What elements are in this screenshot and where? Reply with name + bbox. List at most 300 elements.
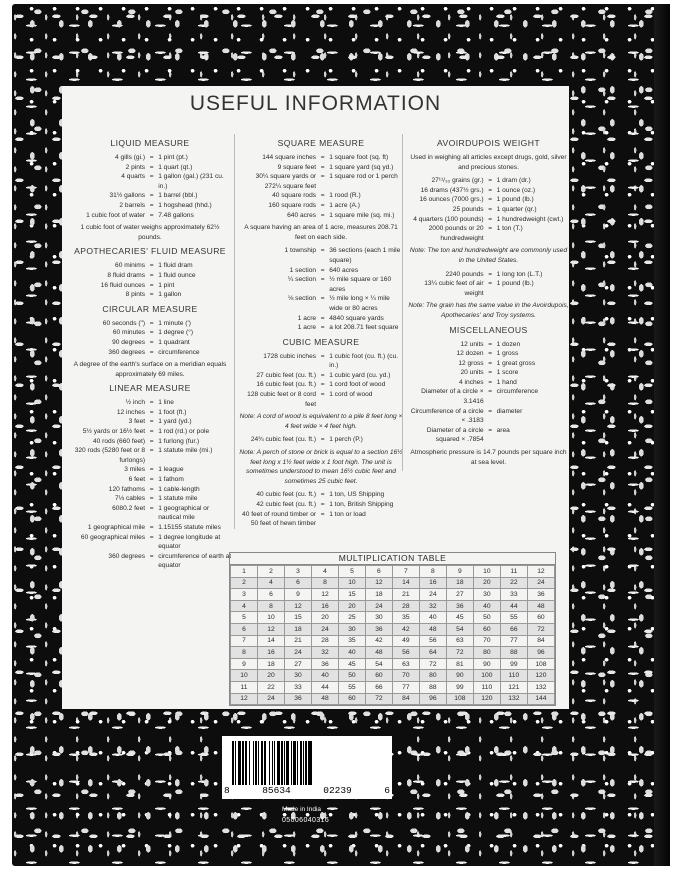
measure-right: 1 degree longitude at equator <box>158 533 221 551</box>
multiplication-cell: 70 <box>473 635 500 647</box>
measure-row <box>239 163 403 173</box>
measure-equals: = <box>149 319 154 327</box>
multiplication-cell: 21 <box>284 635 311 647</box>
multiplication-cell: 24 <box>527 577 554 589</box>
measure-equals: = <box>149 504 154 512</box>
measure-row <box>239 246 403 265</box>
page-title: USEFUL INFORMATION <box>189 92 442 115</box>
measure-row <box>239 390 403 409</box>
multiplication-cell: 36 <box>284 693 311 705</box>
measure-left: 40 cubic feet (cu. ft.) <box>256 491 317 499</box>
multiplication-row <box>231 693 555 705</box>
measure-right: a lot 208.71 feet square <box>329 324 399 332</box>
measure-equals: = <box>488 270 493 278</box>
measure-row <box>68 319 232 329</box>
measure-row <box>407 349 570 359</box>
measure-equals: = <box>149 447 154 455</box>
measure-right: 1 gallon <box>158 291 182 299</box>
multiplication-cell: 20 <box>311 612 338 624</box>
measure-row <box>239 510 403 529</box>
measure-equals: = <box>320 491 325 499</box>
measure-right: 1 hogshead (hhd.) <box>158 201 212 209</box>
multiplication-cell: 16 <box>257 647 284 659</box>
measure-left: 27¹¹/₃₂ grains (gr.) <box>431 177 484 185</box>
multiplication-cell: 99 <box>446 681 473 693</box>
measure-equals: = <box>488 407 493 415</box>
measure-right: circumference of earth at equator <box>158 552 232 570</box>
square-rows <box>239 153 403 220</box>
multiplication-cell: 11 <box>231 681 258 693</box>
measure-equals: = <box>149 552 154 560</box>
multiplication-cell: 63 <box>392 658 419 670</box>
measure-equals: = <box>149 495 154 503</box>
measure-left: 4 quarts <box>121 173 146 181</box>
measure-right: 1 rod (rd.) or pole <box>158 428 210 436</box>
measure-equals: = <box>320 192 325 200</box>
measure-left: 12 gross <box>458 359 484 367</box>
measure-right: 1 ounce (oz.) <box>496 186 536 194</box>
multiplication-cell: 60 <box>473 623 500 635</box>
multiplication-cell: 32 <box>419 600 446 612</box>
measure-right: ½ mile long × ¼ mile wide or 80 acres <box>329 295 390 312</box>
multiplication-cell: 63 <box>446 635 473 647</box>
multiplication-cell: 72 <box>446 647 473 659</box>
miscellaneous-note: Atmospheric pressure is 14.7 pounds per square inch at sea level. <box>410 449 567 466</box>
multiplication-cell: 120 <box>473 693 500 705</box>
measure-equals: = <box>149 271 154 279</box>
cubic-note-1: Note: A cord of wood is equivalent to a pile 8 feet long × 4 feet wide × 4 feet high. <box>239 413 403 430</box>
column-1 <box>68 134 232 571</box>
measure-equals: = <box>320 295 325 303</box>
multiplication-cell: 132 <box>527 681 554 693</box>
multiplication-cell: 15 <box>338 589 365 601</box>
measure-equals: = <box>149 408 154 416</box>
multiplication-cell: 100 <box>473 670 500 682</box>
measure-row <box>68 552 232 571</box>
multiplication-cell: 88 <box>419 681 446 693</box>
avoirdupois-heading: AVOIRDUPOIS WEIGHT <box>436 138 540 148</box>
liquid-heading: LIQUID MEASURE <box>110 138 190 148</box>
measure-row <box>407 368 570 378</box>
measure-row <box>239 294 403 313</box>
multiplication-cell: 84 <box>527 635 554 647</box>
measure-left: Diameter of a circle × 3.1416 <box>421 388 484 406</box>
measure-right: 1 ton or load <box>329 510 366 518</box>
multiplication-cell: 48 <box>365 647 392 659</box>
cubic-note-2: Note: A perch of stone or brick is equal to a section 16½ feet long x 1½ feet wide x 1 foot high. The unit is sometimes understood to mean 16½ cubic feet and sometimes 25 cubic feet. <box>239 449 403 485</box>
multiplication-cell: 9 <box>446 566 473 578</box>
apothecaries-rows <box>68 261 232 299</box>
measure-row <box>239 352 403 371</box>
measure-left: 20 units <box>460 369 484 377</box>
multiplication-cell: 24 <box>311 623 338 635</box>
measure-equals: = <box>149 329 154 337</box>
multiplication-cell: 70 <box>392 670 419 682</box>
measure-equals: = <box>149 338 154 346</box>
multiplication-cell: 30 <box>473 589 500 601</box>
measure-right: 1 ton (T.) <box>496 225 523 233</box>
measure-left: 160 square rods <box>268 201 317 209</box>
barcode-number <box>222 785 392 796</box>
measure-right: 1 dozen <box>496 340 521 348</box>
multiplication-cell: 48 <box>527 600 554 612</box>
measure-right: 1 fluid ounce <box>158 271 196 279</box>
multiplication-cell: 40 <box>338 647 365 659</box>
measure-right: 1 degree (°) <box>158 329 194 337</box>
multiplication-cell: 32 <box>311 647 338 659</box>
multiplication-cell: 12 <box>257 623 284 635</box>
measure-right: 1 cubic foot (cu. ft.) (cu. in.) <box>329 352 399 370</box>
measure-equals: = <box>320 352 325 360</box>
multiplication-cell: 54 <box>446 623 473 635</box>
multiplication-cell: 80 <box>473 647 500 659</box>
linear-rows <box>68 398 232 571</box>
measure-right: 1 dram (dr.) <box>496 177 531 185</box>
measure-left: 60 geographical miles <box>80 533 146 541</box>
measure-right: 1 line <box>158 399 174 407</box>
multiplication-row <box>231 623 555 635</box>
measure-right: ½ mile square or 160 acres <box>329 276 392 293</box>
measure-left: 2 barrels <box>119 201 146 209</box>
multiplication-cell: 48 <box>311 693 338 705</box>
measure-row <box>407 186 570 196</box>
multiplication-cell: 110 <box>500 670 527 682</box>
measure-row <box>239 275 403 294</box>
multiplication-cell: 2 <box>231 577 258 589</box>
measure-right: 1 ton, US Shipping <box>329 491 385 499</box>
measure-equals: = <box>149 262 154 270</box>
measure-row <box>407 224 570 243</box>
measure-right: 1 statute mile (mi.) <box>158 447 213 455</box>
multiplication-cell: 5 <box>231 612 258 624</box>
multiplication-cell: 24 <box>365 600 392 612</box>
multiplication-cell: 12 <box>365 577 392 589</box>
measure-left: 40 rods (660 feet) <box>93 437 146 445</box>
multiplication-cell: 60 <box>527 612 554 624</box>
linear-heading: LINEAR MEASURE <box>109 383 191 394</box>
multiplication-row <box>231 670 555 682</box>
measure-left: 320 rods (5280 feet or 8 furlongs) <box>74 447 146 464</box>
multiplication-row <box>231 612 555 624</box>
measure-equals: = <box>320 201 325 209</box>
multiplication-cell: 45 <box>338 658 365 670</box>
measure-left: 13¼ cubic feet of air weight <box>424 280 484 297</box>
measure-left: Circumference of a circle × .3183 <box>410 407 484 425</box>
multiplication-cell: 66 <box>365 681 392 693</box>
multiplication-cell: 88 <box>500 647 527 659</box>
measure-equals: = <box>320 371 325 379</box>
measure-row <box>239 314 403 324</box>
multiplication-cell: 80 <box>419 670 446 682</box>
measure-right: 1 gross <box>496 350 519 358</box>
multiplication-cell: 90 <box>473 658 500 670</box>
multiplication-cell: 18 <box>284 623 311 635</box>
measure-right: 1 long ton (L.T.) <box>496 270 543 278</box>
multiplication-row <box>231 600 555 612</box>
measure-row <box>407 195 570 205</box>
measure-equals: = <box>149 163 154 171</box>
multiplication-cell: 9 <box>284 589 311 601</box>
measure-row <box>68 338 232 348</box>
measure-right: 1 pound (lb.) <box>496 196 534 204</box>
measure-equals: = <box>320 154 325 161</box>
multiplication-cell: 56 <box>419 635 446 647</box>
measure-row <box>239 191 403 201</box>
measure-right: 1 cubic yard (cu. yd.) <box>329 371 391 379</box>
measure-right: 1 score <box>496 369 519 377</box>
multiplication-cell: 35 <box>338 635 365 647</box>
measure-left: 16 cubic feet (cu. ft.) <box>256 381 317 389</box>
multiplication-cell: 81 <box>446 658 473 670</box>
avoirdupois-note-2: Note: The grain has the same value in the Avoirdupois, Apothecaries' and Troy systems. <box>408 302 569 319</box>
measure-equals: = <box>149 399 154 407</box>
avoirdupois-note-1: Note: The ton and hundredweight are commonly used in the United States. <box>409 247 568 264</box>
measure-left: 640 acres <box>287 211 317 219</box>
measure-right: 1 league <box>158 466 184 474</box>
multiplication-cell: 96 <box>419 693 446 705</box>
measure-left: 3 feet <box>128 418 146 426</box>
measure-right: 1 perch (P.) <box>329 436 363 444</box>
measure-left: 2240 pounds <box>445 270 484 278</box>
measure-row <box>68 427 232 437</box>
multiplication-cell: 36 <box>365 623 392 635</box>
measure-row <box>407 279 570 298</box>
measure-left: 60 minutes <box>112 329 146 337</box>
multiplication-cell: 84 <box>392 693 419 705</box>
multiplication-cell: 33 <box>500 589 527 601</box>
measure-row <box>239 172 403 191</box>
measure-row <box>68 201 232 211</box>
multiplication-cell: 11 <box>500 566 527 578</box>
measure-right: 1 cord foot of wood <box>329 381 386 389</box>
liquid-rows <box>68 153 232 220</box>
multiplication-cell: 40 <box>473 600 500 612</box>
multiplication-cell: 20 <box>338 600 365 612</box>
multiplication-cell: 10 <box>473 566 500 578</box>
measure-equals: = <box>488 205 493 213</box>
measure-equals: = <box>488 196 493 204</box>
multiplication-cell: 60 <box>338 693 365 705</box>
multiplication-cell: 12 <box>284 600 311 612</box>
measure-left: 40 square rods <box>272 192 317 200</box>
multiplication-cell: 50 <box>338 670 365 682</box>
measure-left: 40 feet of round timber or 50 feet of hewn timber <box>242 510 317 528</box>
multiplication-table-title: MULTIPLICATION TABLE <box>230 553 555 565</box>
multiplication-row <box>231 577 555 589</box>
circular-note: A degree of the earth's surface on a meridian equals approximately 69 miles. <box>73 361 227 378</box>
measure-row <box>68 172 232 191</box>
measure-right: 1 fluid dram <box>158 262 193 270</box>
measure-right: 1 acre (A.) <box>329 201 360 209</box>
measure-row <box>68 290 232 300</box>
measure-row <box>68 281 232 291</box>
cubic-rows <box>239 352 403 410</box>
multiplication-row <box>231 589 555 601</box>
measure-left: 30¼ square yards or 272¼ square feet <box>255 173 317 190</box>
measure-right: 1 pint <box>158 281 175 289</box>
multiplication-cell: 18 <box>257 658 284 670</box>
multiplication-cell: 25 <box>338 612 365 624</box>
measure-right: 1.15155 statute miles <box>158 524 221 531</box>
measure-left: 360 degrees <box>108 552 146 560</box>
cubic-rows-3 <box>239 490 403 528</box>
multiplication-row <box>231 635 555 647</box>
measure-row <box>68 408 232 418</box>
multiplication-cell: 3 <box>231 589 258 601</box>
measure-row <box>68 523 232 533</box>
miscellaneous-heading: MISCELLANEOUS <box>449 324 528 335</box>
barcode-label <box>222 736 392 799</box>
measure-equals: = <box>320 173 325 181</box>
measure-equals: = <box>320 324 325 332</box>
measure-row <box>68 485 232 495</box>
measure-left: 6080.2 feet <box>112 504 146 512</box>
multiplication-cell: 8 <box>231 647 258 659</box>
multiplication-cell: 108 <box>527 658 554 670</box>
measure-row <box>68 211 232 221</box>
measure-row <box>68 437 232 447</box>
multiplication-row <box>231 658 555 670</box>
multiplication-cell: 8 <box>311 577 338 589</box>
multiplication-row <box>231 566 555 578</box>
multiplication-cell: 30 <box>338 623 365 635</box>
multiplication-cell: 14 <box>392 577 419 589</box>
measure-right: 1 square rod or 1 perch <box>329 173 398 181</box>
measure-right: diameter <box>496 407 523 415</box>
multiplication-cell: 110 <box>473 681 500 693</box>
measure-right: 1 foot (ft.) <box>158 408 187 416</box>
measure-right: 1 quadrant <box>158 338 190 346</box>
multiplication-cell: 64 <box>419 647 446 659</box>
measure-left: 2000 pounds or 20 hundredweight <box>428 225 484 242</box>
multiplication-cell: 144 <box>527 693 554 705</box>
multiplication-cell: 96 <box>527 647 554 659</box>
measure-row <box>239 380 403 390</box>
multiplication-cell: 8 <box>257 600 284 612</box>
multiplication-cell: 56 <box>392 647 419 659</box>
multiplication-cell: 16 <box>419 577 446 589</box>
measure-left: 60 seconds (") <box>102 319 146 327</box>
measure-right: 1 furlong (fur.) <box>158 437 200 445</box>
avoirdupois-rows-2 <box>407 270 570 299</box>
measure-equals: = <box>149 437 154 445</box>
measure-row <box>407 340 570 350</box>
measure-equals: = <box>488 340 493 348</box>
multiplication-cell: 20 <box>473 577 500 589</box>
circular-rows <box>68 319 232 357</box>
measure-row <box>68 417 232 427</box>
measure-row <box>239 500 403 510</box>
measure-row <box>68 446 232 465</box>
measure-equals: = <box>149 533 154 541</box>
measure-right: circumference <box>158 348 200 356</box>
cubic-heading: CUBIC MEASURE <box>282 336 360 347</box>
multiplication-cell: 14 <box>257 635 284 647</box>
measure-equals: = <box>488 177 493 185</box>
measure-left: Diameter of a circle squared × .7854 <box>426 426 484 444</box>
multiplication-cell: 49 <box>392 635 419 647</box>
measure-left: 144 square inches <box>262 154 317 161</box>
multiplication-cell: 24 <box>284 647 311 659</box>
measure-right: 1 cord of wood <box>329 391 373 399</box>
measure-right: 1 square mile (sq. mi.) <box>329 211 395 219</box>
multiplication-cell: 1 <box>231 566 258 578</box>
measure-equals: = <box>149 192 154 200</box>
multiplication-row <box>231 647 555 659</box>
measure-right: 1 geographical or nautical mile <box>158 504 210 522</box>
measure-left: 1728 cubic inches <box>263 352 317 360</box>
measure-row <box>407 407 570 426</box>
measure-right: 36 sections (each 1 mile square) <box>329 247 401 264</box>
multiplication-cell: 22 <box>257 681 284 693</box>
measure-equals: = <box>488 225 493 233</box>
multiplication-cell: 55 <box>338 681 365 693</box>
measure-equals: = <box>149 476 154 484</box>
measure-right: 1 ton, British Shipping <box>329 501 394 508</box>
measure-left: 42 cubic feet (cu. ft.) <box>256 501 317 508</box>
measure-row <box>68 533 232 552</box>
measure-row <box>68 475 232 485</box>
measure-row <box>68 153 232 163</box>
multiplication-row <box>231 681 555 693</box>
measure-left: 9 square feet <box>277 163 317 171</box>
multiplication-cell: 50 <box>473 612 500 624</box>
multiplication-cell: 30 <box>284 670 311 682</box>
multiplication-cell: 10 <box>231 670 258 682</box>
measure-row <box>407 215 570 225</box>
measure-left: 120 fathoms <box>108 485 146 493</box>
measure-row <box>407 205 570 215</box>
measure-equals: = <box>149 211 154 219</box>
measure-left: 27 cubic feet (cu. ft.) <box>256 371 317 379</box>
useful-information-panel <box>62 86 569 709</box>
multiplication-cell: 33 <box>284 681 311 693</box>
multiplication-cell: 77 <box>500 635 527 647</box>
multiplication-cell: 77 <box>392 681 419 693</box>
multiplication-cell: 10 <box>338 577 365 589</box>
measure-row <box>68 163 232 173</box>
barcode-digits-left: 85634 <box>262 785 291 796</box>
apothecaries-heading: APOTHECARIES' FLUID MEASURE <box>74 246 226 257</box>
multiplication-grid <box>230 565 555 705</box>
multiplication-cell: 44 <box>500 600 527 612</box>
multiplication-cell: 40 <box>419 612 446 624</box>
measure-right: 1 square yard (sq yd.) <box>329 163 394 171</box>
measure-left: 7⅓ cables <box>115 495 146 503</box>
multiplication-cell: 42 <box>365 635 392 647</box>
avoirdupois-intro: Used in weighing all articles except drugs, gold, silver and precious stones. <box>410 154 567 171</box>
multiplication-cell: 6 <box>284 577 311 589</box>
multiplication-cell: 22 <box>500 577 527 589</box>
measure-left: 4 inches <box>459 378 484 386</box>
multiplication-cell: 2 <box>257 566 284 578</box>
measure-equals: = <box>149 173 154 181</box>
measure-right: 1 yard (yd.) <box>158 418 192 426</box>
measure-equals: = <box>149 485 154 493</box>
measure-row <box>407 176 570 186</box>
measure-equals: = <box>488 280 493 288</box>
measure-right: 1 hundredweight (cwt.) <box>496 215 564 223</box>
multiplication-cell: 4 <box>311 566 338 578</box>
measure-equals: = <box>149 201 154 209</box>
measure-left: 12 inches <box>116 408 146 416</box>
multiplication-cell: 27 <box>284 658 311 670</box>
measure-left: 24¾ cubic feet (cu. ft.) <box>250 436 317 444</box>
multiplication-cell: 18 <box>365 589 392 601</box>
multiplication-cell: 7 <box>231 635 258 647</box>
measure-right: 1 fathom <box>158 476 184 484</box>
measure-equals: = <box>149 428 154 436</box>
